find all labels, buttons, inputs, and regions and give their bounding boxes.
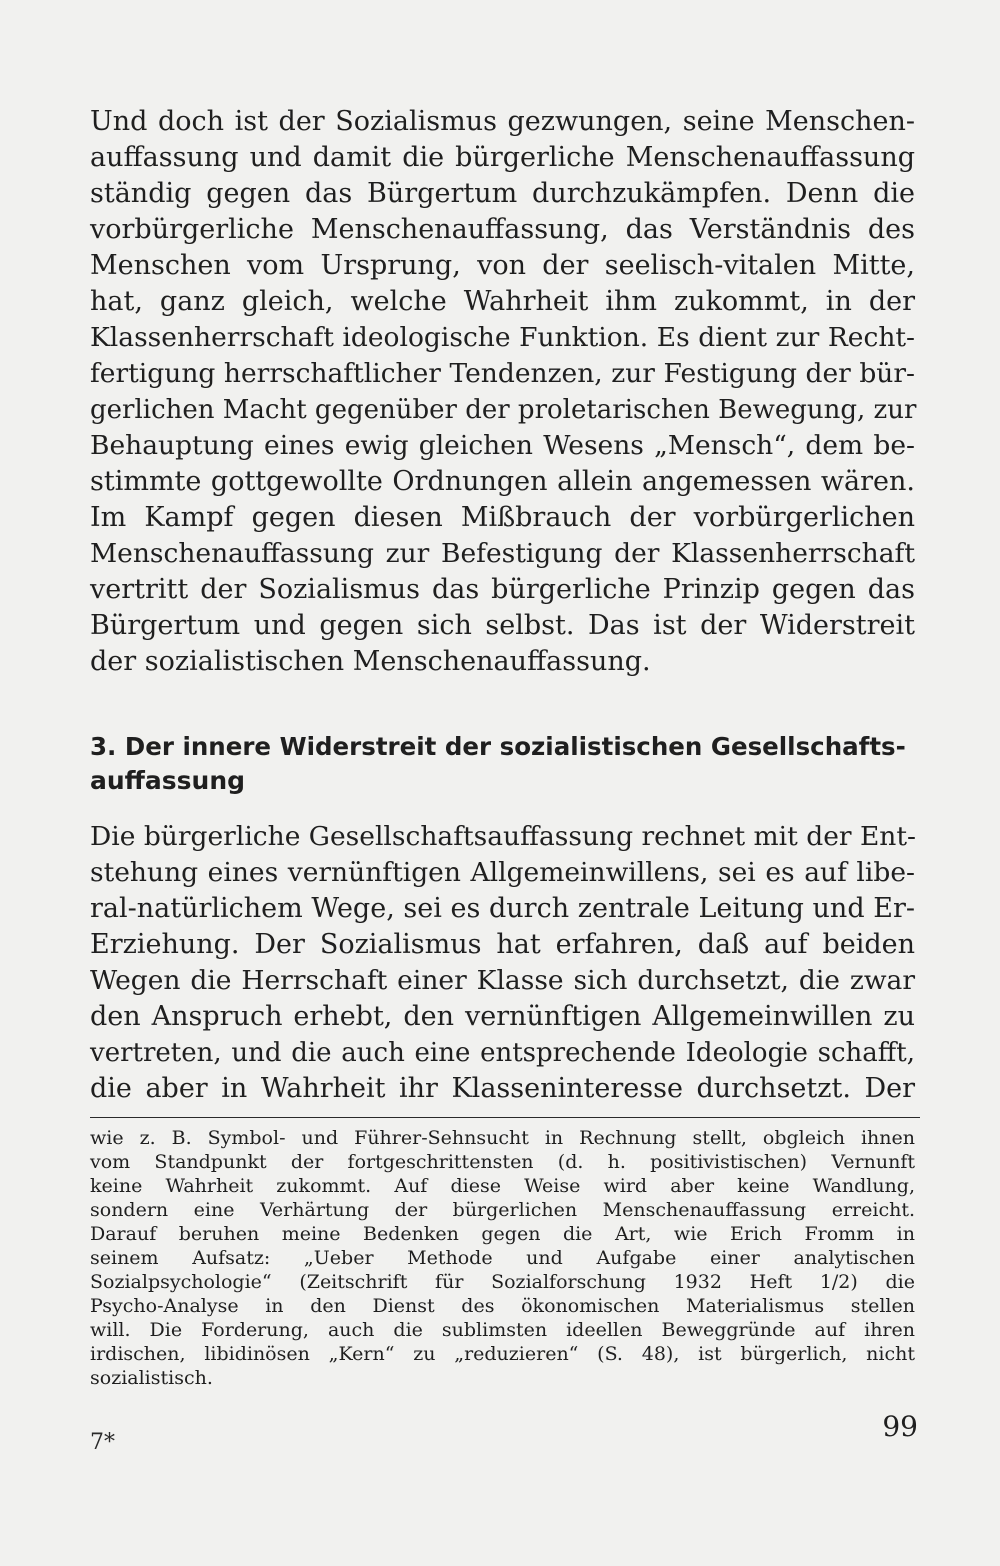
- text-line: Menschen vom Ursprung, von der seelisch-vitalen Mitte,: [90, 250, 915, 281]
- footnote-line: Psycho-Analyse in den Dienst des ökonomischen Materialismus stellen: [90, 1295, 915, 1317]
- text-line: Behauptung eines ewig gleichen Wesens „Mensch“, dem be-: [90, 430, 915, 461]
- text-line: stehung eines vernünftigen Allgemeinwillens, sei es auf libe-: [90, 857, 915, 888]
- text-line: fertigung herrschaftlicher Tendenzen, zur Festigung der bür-: [90, 358, 915, 389]
- footnote-line: keine Wahrheit zukommt. Auf diese Weise wird aber keine Wandlung,: [90, 1175, 915, 1197]
- text-line: der sozialistischen Menschenauffassung.: [90, 646, 651, 677]
- text-line: vertritt der Sozialismus das bürgerliche Prinzip gegen das: [90, 574, 915, 605]
- footnote-line: will. Die Forderung, auch die sublimsten ideellen Beweggründe auf ihren: [90, 1319, 915, 1341]
- page-number: 99: [882, 1410, 918, 1443]
- footnote-line: Sozialpsychologie“ (Zeitschrift für Sozialforschung 1932 Heft 1/2) die: [90, 1271, 915, 1293]
- text-line: stimmte gottgewollte Ordnungen allein angemessen wären.: [90, 466, 915, 497]
- text-line: Wegen die Herrschaft einer Klasse sich durchsetzt, die zwar: [90, 965, 915, 996]
- text-line: ral-natürlichem Wege, sei es durch zentrale Leitung und Er-: [90, 893, 915, 924]
- text-line: Im Kampf gegen diesen Mißbrauch der vorbürgerlichen: [90, 502, 915, 533]
- text-line: Klassenherrschaft ideologische Funktion. Es dient zur Recht-: [90, 322, 915, 353]
- footnote-line: wie z. B. Symbol- und Führer-Sehnsucht in Rechnung stellt, obgleich ihnen: [90, 1127, 915, 1149]
- footnote-line: Darauf beruhen meine Bedenken gegen die Art, wie Erich Fromm in: [90, 1223, 915, 1245]
- footnote-line: irdischen, libidinösen „Kern“ zu „reduzieren“ (S. 48), ist bürgerlich, nicht: [90, 1343, 915, 1365]
- text-line: auffassung und damit die bürgerliche Menschenauffassung: [90, 142, 915, 173]
- footnote-line: sondern eine Verhärtung der bürgerlichen Menschenauffassung erreicht.: [90, 1199, 915, 1221]
- text-line: vorbürgerliche Menschenauffassung, das Verständnis des: [90, 214, 915, 245]
- heading-line: auffassung: [90, 766, 246, 795]
- text-line: Erziehung. Der Sozialismus hat erfahren, daß auf beiden: [90, 929, 915, 960]
- footnote-line: seinem Aufsatz: „Ueber Methode und Aufgabe einer analytischen: [90, 1247, 915, 1269]
- text-line: die aber in Wahrheit ihr Klasseninteresse durchsetzt. Der: [90, 1073, 915, 1104]
- text-line: ständig gegen das Bürgertum durchzukämpfen. Denn die: [90, 178, 915, 209]
- text-line: den Anspruch erhebt, den vernünftigen Allgemeinwillen zu: [90, 1001, 915, 1032]
- footnote-line: vom Standpunkt der fortgeschrittensten (d. h. positivistischen) Vernunft: [90, 1151, 915, 1173]
- text-line: vertreten, und die auch eine entsprechende Ideologie schafft,: [90, 1038, 915, 1068]
- footnote-line: sozialistisch.: [90, 1367, 213, 1389]
- text-line: hat, ganz gleich, welche Wahrheit ihm zukommt, in der: [90, 286, 915, 317]
- text-line: gerlichen Macht gegenüber der proletarischen Bewegung, zur: [90, 395, 917, 425]
- heading-line: 3. Der innere Widerstreit der sozialistischen Gesellschafts-: [90, 732, 906, 761]
- text-line: Menschenauffassung zur Befestigung der Klassenherrschaft: [90, 538, 915, 569]
- text-line: Die bürgerliche Gesellschaftsauffassung rechnet mit der Ent-: [90, 821, 916, 852]
- text-line: Bürgertum und gegen sich selbst. Das ist der Widerstreit: [90, 610, 915, 641]
- signature-mark: 7*: [90, 1430, 115, 1455]
- text-line: Und doch ist der Sozialismus gezwungen, seine Menschen-: [90, 106, 915, 137]
- footnote-rule: [90, 1117, 920, 1118]
